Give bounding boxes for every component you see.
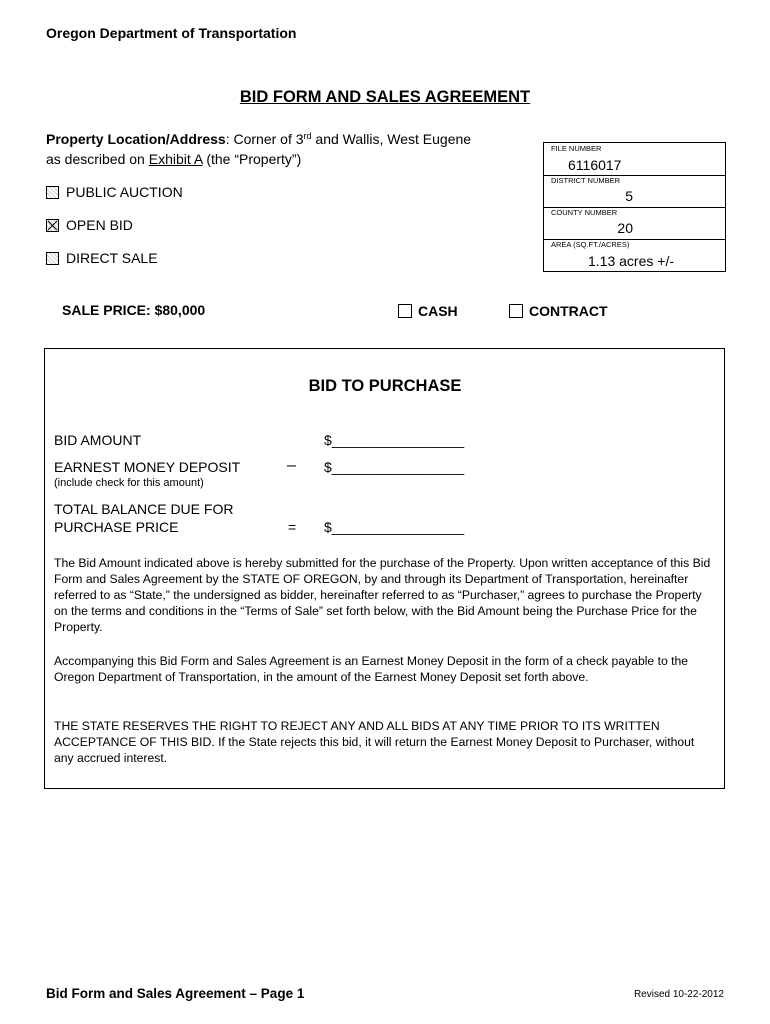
- sale-type-open-bid[interactable]: [46, 216, 133, 234]
- payment-option-contract[interactable]: [509, 302, 608, 320]
- earnest-money-label: EARNEST MONEY DEPOSIT: [54, 459, 241, 475]
- district-number-label: DISTRICT NUMBER: [551, 176, 621, 185]
- direct-sale-checkbox[interactable]: [46, 252, 59, 265]
- contract-checkbox[interactable]: [509, 304, 523, 318]
- equals-sign: =: [288, 519, 297, 535]
- direct-sale-label: DIRECT SALE: [66, 250, 158, 266]
- document-title: BID FORM AND SALES AGREEMENT: [239, 88, 531, 106]
- property-description-suffix: (the “Property”): [202, 151, 302, 167]
- sale-price: SALE PRICE: $80,000: [62, 302, 206, 318]
- payment-option-cash[interactable]: [398, 302, 458, 320]
- area-value: 1.13 acres +/-: [588, 253, 674, 269]
- area-label: AREA (SQ.FT./ACRES): [551, 240, 630, 249]
- public-auction-checkbox[interactable]: [46, 186, 59, 199]
- property-info-box: [543, 142, 726, 272]
- county-number-value: 20: [617, 220, 633, 236]
- total-balance-field[interactable]: $_________________: [324, 519, 465, 535]
- bid-amount-field[interactable]: $_________________: [324, 432, 465, 448]
- open-bid-label: OPEN BID: [66, 217, 133, 233]
- cash-checkbox[interactable]: [398, 304, 412, 318]
- total-balance-label-2: PURCHASE PRICE: [54, 519, 179, 535]
- contract-label: CONTRACT: [529, 303, 608, 319]
- bid-amount-label: BID AMOUNT: [54, 432, 142, 448]
- open-bid-checkbox[interactable]: [46, 219, 59, 232]
- bid-section-title: BID TO PURCHASE: [308, 377, 462, 395]
- earnest-money-note: (include check for this amount): [54, 477, 204, 489]
- file-number-cell: [544, 143, 725, 175]
- public-auction-label: PUBLIC AUCTION: [66, 184, 183, 200]
- footer-page-label: Bid Form and Sales Agreement – Page 1: [46, 986, 305, 1001]
- property-location-text-2: and Wallis, West Eugene: [311, 131, 472, 147]
- minus-sign: –: [287, 457, 296, 474]
- county-number-cell: [544, 207, 725, 239]
- sale-type-direct-sale[interactable]: [46, 249, 158, 267]
- property-location-label: Property Location/Address: [46, 131, 226, 147]
- area-cell: [544, 239, 725, 271]
- bid-terms-paragraph-1: The Bid Amount indicated above is hereby submitted for the purchase of the Property. Upon written acceptance of this Bid Form and Sales Agreement by the STATE OF OREGON, by and through its Department of Transportation, hereinafter referred to as “State,” the undersigned as bidder, hereinafter referred to as “Purchaser,” agrees to purchase the Property on the terms and conditions in the “Terms of Sale” set forth below, with the Bid Amount being the Purchase Price for the Property.: [54, 556, 711, 634]
- bid-terms-paragraph-2: Accompanying this Bid Form and Sales Agreement is an Earnest Money Deposit in the form of a check payable to the Oregon Department of Transportation, in the amount of the Earnest Money Deposit set forth above.: [54, 654, 689, 684]
- property-description-prefix: as described on: [46, 151, 149, 167]
- cash-label: CASH: [418, 303, 458, 319]
- file-number-label: FILE NUMBER: [551, 144, 602, 153]
- district-number-cell: [544, 175, 725, 207]
- county-number-label: COUNTY NUMBER: [551, 208, 618, 217]
- exhibit-link: Exhibit A: [148, 151, 203, 167]
- sale-type-public-auction[interactable]: [46, 183, 183, 201]
- total-balance-label-1: TOTAL BALANCE DUE FOR: [54, 501, 234, 517]
- property-location-text: : Corner of 3: [225, 131, 304, 147]
- file-number-value: 6116017: [568, 157, 622, 173]
- bid-terms-paragraph-3: THE STATE RESERVES THE RIGHT TO REJECT ANY AND ALL BIDS AT ANY TIME PRIOR TO ITS WRITTEN ACCEPTANCE OF THIS BID. If the State rejects this bid, it will return the Earnest Money Deposit to Purchaser, without any accrued interest.: [54, 719, 695, 765]
- agency-name: Oregon Department of Transportation: [46, 25, 297, 41]
- earnest-money-field[interactable]: $_________________: [324, 459, 465, 475]
- district-number-value: 5: [625, 188, 633, 204]
- property-location: [46, 129, 526, 169]
- ordinal-suffix: rd: [303, 131, 312, 141]
- footer-revision-date: Revised 10-22-2012: [633, 989, 724, 1000]
